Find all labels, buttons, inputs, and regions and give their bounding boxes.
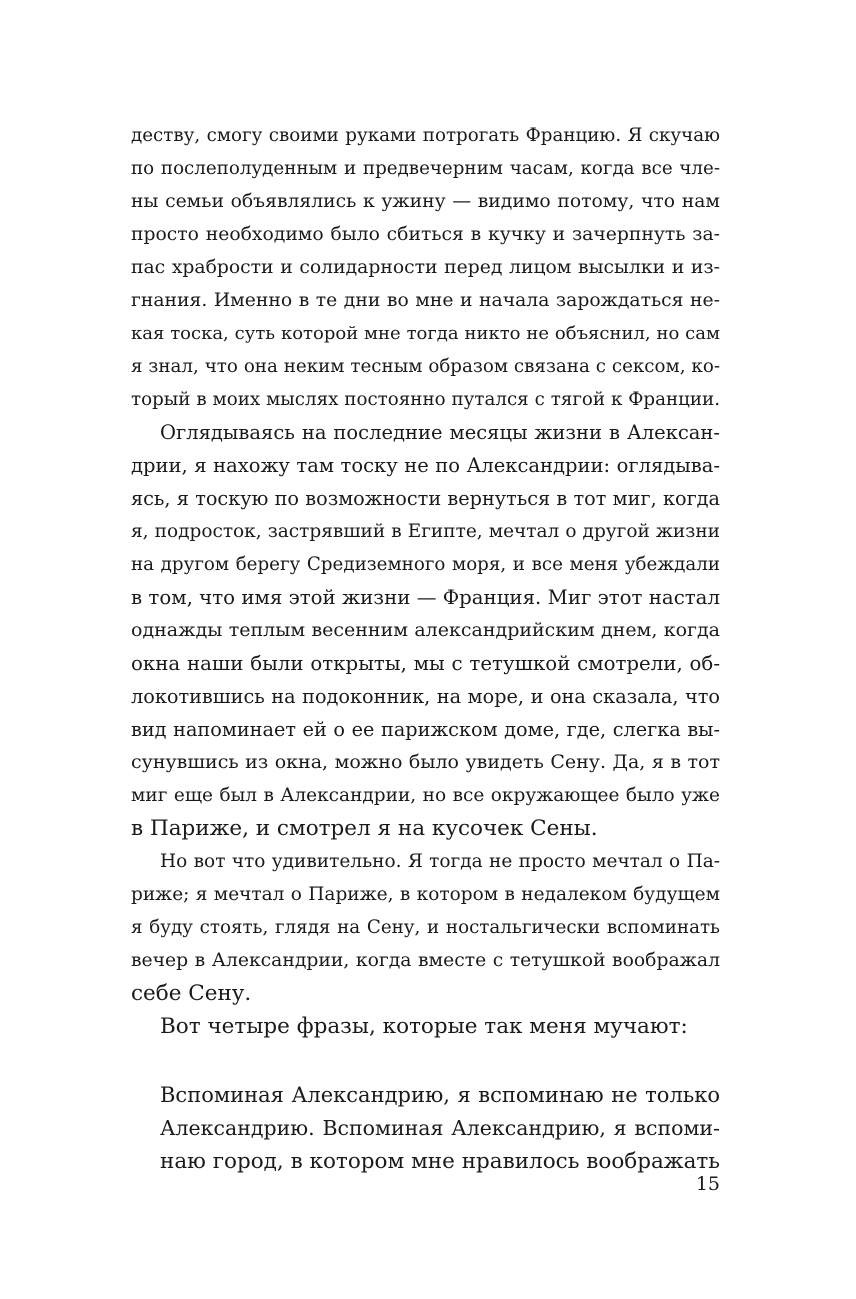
text-line: кая тоска, суть которой мне тогда никто не объяснил, но сам [131,323,720,344]
text-line: миг еще был в Александрии, но все окружающее было уже [131,785,720,806]
text-line: на другом берегу Средиземного моря, и все меня убеждали [131,554,720,575]
text-line: Оглядываясь на последние месяцы жизни в Алексан- [160,421,720,444]
quote-line: Александрию. Вспоминая Александрию, я вспоми- [160,1116,720,1140]
text-line: дрии, я нахожу там тоску не по Александрии: оглядыва- [131,454,720,477]
text-line: по послеполуденным и предвечерним часам, когда все чле- [131,158,720,179]
text-line: я знал, что она неким тесным образом связана с сексом, ко- [131,356,720,377]
text-line: я, подросток, застрявший в Египте, мечтал о другой жизни [131,521,720,542]
text-line: локотившись на подоконник, на море, и она сказала, что [131,685,720,708]
quote-line: наю город, в котором мне нравилось воображать [160,1149,720,1174]
text-line: ясь, я тоскую по возможности вернуться в тот миг, когда [131,487,720,510]
text-line: в том, что имя этой жизни — Франция. Миг этот настал [131,586,720,609]
quote-line: Вспоминая Александрию, я вспоминаю не только [160,1083,720,1107]
paragraph-1 [131,119,720,416]
paragraph-4 [131,1010,720,1043]
text-line: пас храбрости и солидарности перед лицом высылки и из- [131,257,720,278]
text-line: окна наши были открыты, мы с тетушкой смотрели, об- [131,652,720,675]
text-line: Вот четыре фразы, которые так меня мучают: [160,1014,688,1039]
text-line: вид напоминает ей о ее парижском доме, где, слегка вы- [131,718,720,741]
text-line: деству, смогу своими руками потрогать Францию. Я скучаю [131,125,720,146]
text-line: я буду стоять, глядя на Сену, и ностальгически вспоминать [131,917,720,938]
paragraph-spacer [131,1043,720,1079]
page-number: 15 [695,1173,720,1195]
text-line: в Париже, и смотрел я на кусочек Сены. [131,816,598,841]
text-line: себе Сену. [131,981,252,1006]
text-line: однажды теплым весенним александрийским днем, когда [131,619,720,641]
body-text [131,119,720,1178]
text-line: сунувшись из окна, можно было увидеть Сену. Да, я в тот [131,751,720,773]
text-line: Но вот что удивительно. Я тогда не просто мечтал о Па- [160,851,720,872]
block-quote [131,1079,720,1178]
text-line: ны семьи объявлялись к ужину — видимо потому, что нам [131,191,720,212]
text-line: вечер в Александрии, когда вместе с тетушкой воображал [131,950,720,971]
text-line: просто необходимо было сбиться в кучку и зачерпнуть за- [131,224,720,245]
text-line: торый в моих мыслях постоянно путался с тягой к Франции. [131,389,720,410]
text-line: риже; я мечтал о Париже, в котором в недалеком будущем [131,884,720,905]
paragraph-3 [131,845,720,1010]
paragraph-2 [131,416,720,845]
text-line: гнания. Именно в те дни во мне и начала зарождаться не- [131,290,720,311]
